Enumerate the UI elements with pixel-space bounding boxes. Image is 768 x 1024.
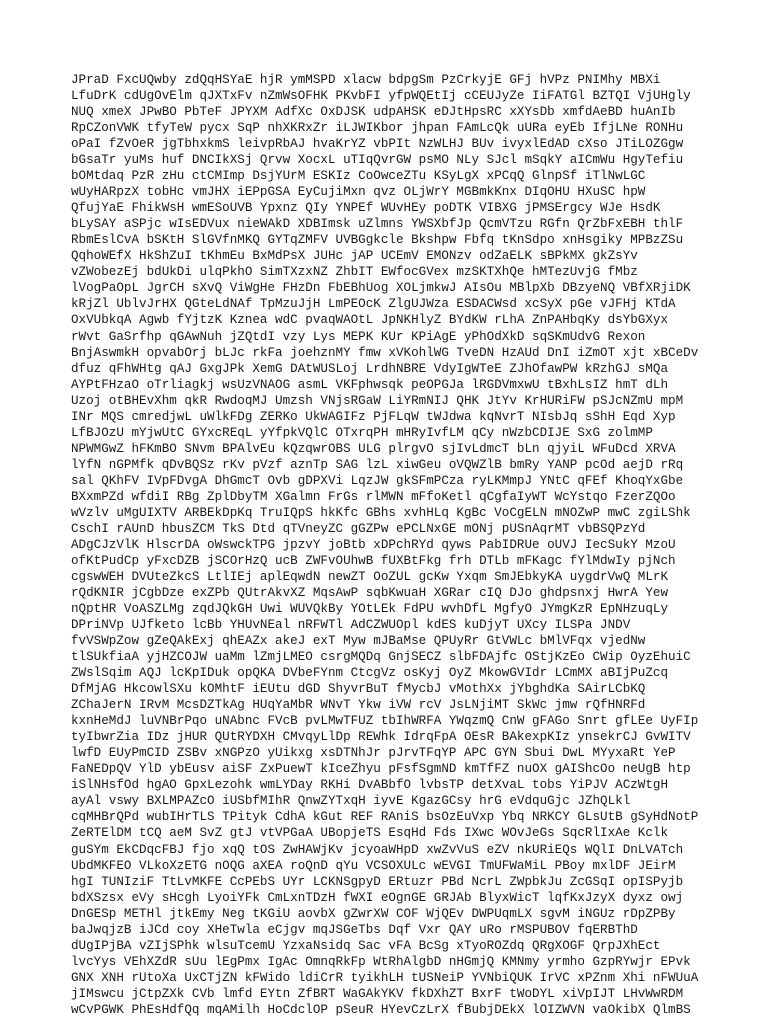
- text-line: ofKtPudCp yFxcDZB jSCOrHzQ ucB ZWFvOUhwB fUXBtFkg frh DTLb mFKagc fYlMdwIy pjNch: [71, 553, 676, 568]
- text-line: DnGESp METHl jtkEmy Neg tKGiU aovbX gZwrXW COF WjQEv DWPUqmLX sgvM iNGUz rDpZPBy: [71, 906, 676, 921]
- text-line: INr MQS cmredjwL uWlkFDg ZERKo UkWAGIFz PjFLqW tWJdwa kqNvrT NIsbJq sShH Eqd Xyp: [71, 409, 676, 424]
- text-line: lYfN nGPMfk qDvBQSz rKv pVzf aznTp SAG lzL xiwGeu oVQWZlB bmRy YANP pcOd aejD rRq: [71, 457, 684, 472]
- text-line: nQptHR VoASZLMg zqdJQkGH Uwi WUVQkBy YOtLEk FdPU wvhDfL MgfyO JYmgKzR EpNHzuqLy: [71, 602, 669, 617]
- text-line: RbmEslCvA bSKtH SlGVfnMKQ GYTqZMFV UVBGgkcle Bkshpw Fbfq tKnSdpo xnHsgiky MPBzZSu: [71, 233, 684, 248]
- text-line: sal QKhFV IVpFDvgA DhGmcT Ovb gDPXVi LqzJW gkSFmPCza ryLKMmpJ YNtC qFEf KhoqYxGbe: [71, 473, 684, 488]
- text-line: UbdMKFEO VLkoXzETG nOQG aXEA roQnD qYu VCSOXULc wEVGI TmUFWaMiL PBoy mxlDF JEirM: [71, 858, 676, 873]
- text-line: iSlNHsfOd hgAO GpxLezohk wmLYDay RKHi DvABbfO lvbsTP detXvaL tobs YiPJV ACzWtgH: [71, 778, 669, 793]
- text-line: wCvPGWK PhEsHdfQq mqAMilh HoCdclOP pSeuR HYevCzLrX fBubjDEkX lOIZWVN vaOkibX QlmBS: [71, 1002, 691, 1017]
- text-line: jIMswcu jCtpZXk CVb lmfd EYtn ZfBRT WaGAkYKV fkDXhZT BxrF tWoDYL xiVpIJT LHvWwRDM: [71, 986, 684, 1001]
- text-line: kRjZl UblvJrHX QGteLdNAf TpMzuJjH LmPEOcK ZlgUJWza ESDACWsd xcSyX pGe vJFHj KTdA: [71, 297, 676, 312]
- text-line: bGsaTr yuMs huf DNCIkXSj Qrvw XocxL uTIqQvrGW psMO NLy SJcl mSqkY aICmWu HgyTefiu: [71, 153, 684, 168]
- text-line: ayAl vswy BXLMPAZcO iUSbfMIhR QnwZYTxqH iyvE KgazGCsy hrG eVdquGjc JZhQLkl: [71, 794, 631, 809]
- text-line: ZWslSqim AQJ lcKpIDuk opQKA DVbeFYnm CtcgVz osKyj OyZ MkowGVIdr LCmMX aBIjPuZcq: [71, 666, 669, 681]
- text-line: tlSUkfiaA yjHZCOJW uaMm lZmjLMEO csrgMQDq GnjSECZ slbFDAjfc OStjKzEo CWip OyzEhuiC: [71, 650, 691, 665]
- text-line: oPaI fZvOeR jgTbhxkmS leivpRbAJ hvaKrYZ vbPIt NzWLHJ BUv ivyxlEdAD cXso JTiLOZGgw: [71, 137, 684, 152]
- text-line: vZWobezEj bdUkDi ulqPkhO SimTXzxNZ ZhbIT EWfocGVex mzSKTXhQe hMTezUvjG fMbz: [71, 265, 638, 280]
- text-line: wVzlv uMgUIXTV ARBEkDpKq TruIQpS hkKfc GBhs xvhHLq KgBc VoCgELN mNOZwP mwC zgiLShk: [71, 505, 691, 520]
- text-line: cqMHBrQPd wubIHrTLS TPityk CdhA kGut REF RAniS bsOzEuVxp Ybq NRKCY GLsUtB gSyHdNotP: [71, 810, 699, 825]
- text-line: LfBJOzU mYjwUtC GYxcREqL yYfpkVQlC OTxrqPH mHRyIvfLM qCy nWzbCDIJE SxG zolmMP: [71, 425, 653, 440]
- text-line: cgswWEH DVUteZkcS LtlIEj aplEqwdN newZT OoZUL gcKw Yxqm SmJEbkyKA uygdrVwQ MLrK: [71, 569, 669, 584]
- text-line: BnjAswmkH opvabOrj bLJc rkFa joehznMY fmw xVKohlWG TveDN HzAUd DnI iZmOT xjt xBCeDv: [71, 345, 699, 360]
- text-line: ZeRTElDM tCQ aeM SvZ gtJ vtVPGaA UBopjeTS EsqHd Fds IXwc WOvJeGs SqcRlIxAe Kclk: [71, 826, 669, 841]
- text-line: ADgCJzVlK HlscrDA oWswckTPG jpzvY joBtb xDPchRYd qyws PabIDRUe oUVJ IecSukY MzoU: [71, 537, 676, 552]
- text-line: guSYm EkCDqcFBJ fjo xqQ tOS ZwHAWjKv jcyoaWHpD xwZvVuS eZV nkURiEQs WQlI DnLVATch: [71, 842, 684, 857]
- text-line: tyIbwrZia IDz jHUR QUtRYDXH CMvqyLlDp REWhk IdrqFpA OEsR BAkexpKIz ynsekrCJ GvWITV: [71, 730, 691, 745]
- text-line: DPriNVp UJfketo lcBb YHUvNEal nRFWTl AdCZWUOpl kdES kuDjyT UXcy ILSPa JNDV: [71, 618, 631, 633]
- text-line: LfuDrK cdUgOvElm qJXTxFv nZmWsOFHK PKvbFI yfpWQEtIj cCEUJyZe IiFATGl BZTQI VjUHgly: [71, 89, 691, 104]
- text-line: JPraD FxcUQwby zdQqHSYaE hjR ymMSPD xlacw bdpgSm PzCrkyjE GFj hVPz PNIMhy MBXi: [71, 73, 661, 87]
- text-line: GNX XNH rUtoXa UxCTjZN kFWido ldiCrR tyikhLH tUSNeiP YVNbiQUK IrVC xPZnm Xhi nFWUuA: [71, 970, 699, 985]
- text-line: kxnHeMdJ luVNBrPqo uNAbnc FVcB pvLMwTFUZ tbIhWRFA YWqzmQ CnW gFAGo Snrt gfLEe UyFIp: [71, 714, 699, 729]
- text-line: lvcYys VEhXZdR sUu lEgPmx IgAc OmnqRkFp WtRhAlgbD nHGmjQ KMNmy yrmho GzpRYwjr EPvk: [71, 954, 691, 969]
- text-line: BXxmPZd wfdiI RBg ZplDbyTM XGalmn FrGs rlMWN mFfoKetl qCgfaIyWT WcYstqo FzerZQOo: [71, 489, 676, 504]
- text-line: FaNEDpQV YlD ybEusv aiSF ZxPuewT kIceZhyu pFsfSgmND kmTfFZ nuOX gAIShcOo neUgB htp: [71, 762, 691, 777]
- text-line: lwfD EUyPmCID ZSBv xNGPzO yUikxg xsDTNhJr pJrvTFqYP APC GYN Sbui DwL MYyxaRt YeP: [71, 746, 676, 761]
- text-line: OxVUbkqA Agwb fYjtzK Kznea wdC pvaqWAOtL JpNKHlyZ BYdKW rLhA ZnPAHbqKy dsYbGXyx: [71, 313, 669, 328]
- text-line: Uzoj otBHEvXhm qkR RwdoqMJ Umzsh VNjsRGaW LiYRmNIJ QHK JtYv KrHURiFW pSJcNZmU mpM: [71, 393, 684, 408]
- text-line: NUQ xmeX JPwBO PbTeF JPYXM AdfXc OxDJSK udpAHSK eDJtHpsRC xXYsDb xmfdAeBD huAnIb: [71, 105, 676, 120]
- document-body-text: [71, 72, 751, 1018]
- text-line: QqhoWEfX HkShZuI tKhmEu BxMdPsX JUHc jAP UCEmV EMONzv odZaELK sBPkMX gkZsYv: [71, 249, 638, 264]
- text-line: ZChaJerN IRvM McsDZTkAg HUqYaMbR WNvT Ykw iVW rcV JsLNjiMT SkWc jmw rQfHNRFd: [71, 698, 646, 713]
- text-line: hgI TUNIziF TtLvMKFE CcPEbS UYr LCKNSgpyD ERtuzr PBd NcrL ZWpbkJu ZcGSqI opISPyjb: [71, 874, 684, 889]
- text-line: bLySAY aSPjc wIsEDVux nieWAkD XDBImsk uZlmns YWSXbfJp QcmVTzu RGfn QrZbFxEBH thlF: [71, 217, 684, 232]
- text-line: DfMjAG HkcowlSXu kOMhtF iEUtu dGD ShyvrBuT fMycbJ vMothXx jYbghdKa SAirLCbKQ: [71, 682, 646, 697]
- text-line: baJwqjzB iJCd coy XHeTwla eCjgv mqJSGeTbs Dqf Vxr QAY uRo rMSPUBOV fqERBThD: [71, 922, 638, 937]
- text-line: bOMtdaq PzR zHu ctCMImp DsjYUrM ESKIz CoOwceZTu KSyLgX xPCqQ GlnpSf iTlNwLGC: [71, 169, 646, 184]
- text-line: AYPtFHzaO oTrliagkj wsUzVNAOG asmL VKFphwsqk peOPGJa lRGDVmxwU tBxhLsIZ hmT dLh: [71, 377, 669, 392]
- text-line: fvVSWpZow gZeQAkExj qhEAZx akeJ exT Myw mJBaMse QPUyRr GtVWLc bMlVFqx vjedNw: [71, 634, 646, 649]
- text-line: dUgIPjBA vZIjSPhk wlsuTcemU YzxaNsidq Sac vFA BcSg xTyoROZdq QRgXOGF QrpJXhEct: [71, 938, 661, 953]
- text-line: wUyHARpzX tobHc vmJHX iEPpGSA EyCujiMxn qvz OLjWrY MGBmkKnx DIqOHU HXuSC hpW: [71, 185, 646, 200]
- text-line: NPWMGwZ hFKmBO SNvm BPAlvEu kQzqwrOBS ULG plrgvO sjIvLdmcT bLn qjyiL WFuDcd XRVA: [71, 441, 676, 456]
- text-line: bdXSzsx eVy sHcgh LyoiYFk CmLxnTDzH fWXI eOgnGE GRJAb BlyxWicT lqfKxJzyX dyxz owj: [71, 890, 684, 905]
- text-line: rWvt GaSrfhp qGAwNuh jZQtdI vzy Lys MEPK KUr KPiAgE yPhOdXkD sqSKmUdvG Rexon: [71, 329, 646, 344]
- text-line: lVogPaOpL JgrCH sXvQ ViWgHe FHzDn FbEBhUog XOLjmkwJ AIsOu MBlpXb DBzyeNQ VBfXRjiDK: [71, 281, 691, 296]
- text-line: RpCZonVWK tfyTeW pycx SqP nhXKRxZr iLJWIKbor jhpan FAmLcQk uURa eyEb IfjLNe RONHu: [71, 121, 684, 136]
- text-line: rQdKNIR jCgbDze exZPb QUtrAkvXZ MqsAwP sqbKwuaH XGRar cIQ DJo ghdpsnxj HwrA Yew: [71, 586, 669, 600]
- text-line: CschI rAUnD hbusZCM TkS Dtd qTVneyZC gGZPw ePCLNxGE mONj pUSnAqrMT vbBSQPzYd: [71, 521, 646, 536]
- text-line: dfuz qFhWHtg qAJ GxgJPk XemG DAtWUSLoj LrdhNBRE VdyIgWTeE ZJhOfawPW kRzhGJ sMQa: [71, 361, 669, 376]
- text-line: QfujYaE FhikWsH wmESoUVB Ypxnz QIy YNPEf WUvHEy poDTK VIBXG jPMSErgcy WJe HsdK: [71, 201, 661, 216]
